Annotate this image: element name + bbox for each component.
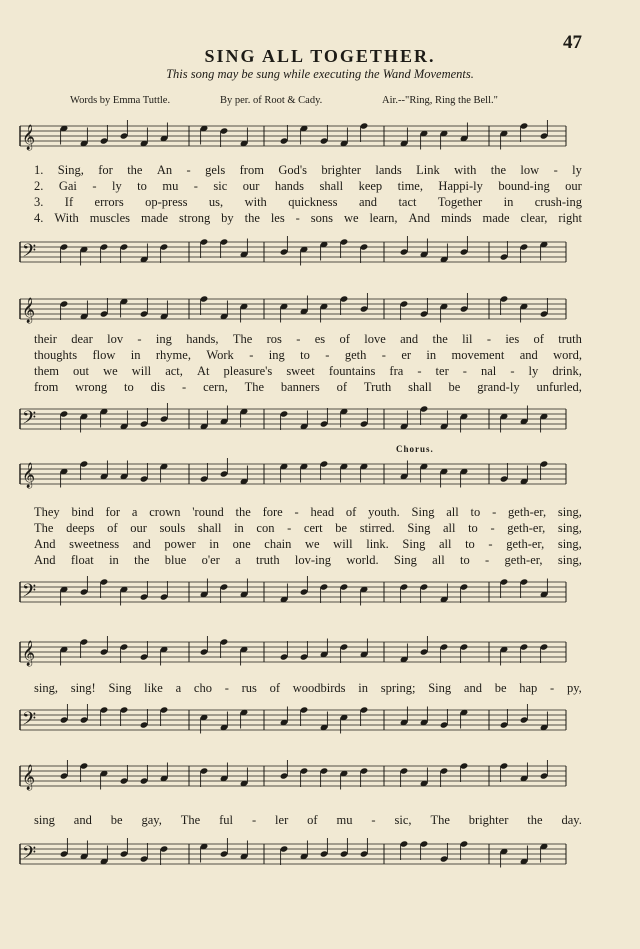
lyric-word: - bbox=[462, 364, 467, 378]
lyric-word: in bbox=[109, 553, 119, 567]
lyric-word: es bbox=[314, 332, 326, 346]
lyric-word: ly bbox=[111, 179, 122, 193]
lyric-word: - bbox=[371, 813, 376, 827]
lyric-word: be bbox=[494, 681, 507, 695]
lyric-word: sweet bbox=[286, 364, 315, 378]
lyric-word: with bbox=[244, 195, 267, 209]
lyric-word: nal bbox=[481, 364, 497, 378]
lyric-word: be bbox=[110, 813, 123, 827]
lyric-word: truth bbox=[558, 332, 582, 346]
lyric-word: we bbox=[304, 537, 320, 551]
lyric-word: - bbox=[485, 553, 490, 567]
lyric-word: - bbox=[137, 332, 142, 346]
lyric-word: to bbox=[465, 537, 475, 551]
lyric-word: - bbox=[490, 521, 495, 535]
lyric-word: day. bbox=[561, 813, 582, 827]
lyric-word: chain bbox=[264, 537, 292, 551]
lyric-word: and bbox=[73, 813, 92, 827]
lyric-word: ter bbox=[435, 364, 449, 378]
lyric-word: hands bbox=[274, 179, 305, 193]
music-system-2 bbox=[14, 285, 582, 445]
lyric-word: one bbox=[232, 537, 251, 551]
lyric-word: the bbox=[527, 813, 543, 827]
lyric-word: the bbox=[235, 505, 251, 519]
lyric-word: out bbox=[73, 364, 90, 378]
lyric-word: their bbox=[34, 332, 57, 346]
lyric-word: sing, bbox=[557, 553, 582, 567]
lyric-word: bind bbox=[71, 505, 94, 519]
lyric-word: the bbox=[244, 211, 260, 225]
lyric-word: fra bbox=[389, 364, 404, 378]
lyric-word: fountains bbox=[328, 364, 376, 378]
lyric-word: the bbox=[134, 553, 150, 567]
bass-clef-icon: 𝄢 bbox=[22, 241, 37, 266]
lyric-word: all bbox=[432, 553, 445, 567]
lyric-word: be bbox=[448, 380, 461, 394]
lyric-word: geth bbox=[344, 348, 367, 362]
lyric-word: to bbox=[300, 348, 310, 362]
lyric-word: er bbox=[401, 348, 412, 362]
lyric-word: our bbox=[242, 179, 260, 193]
words-credit: Words by Emma Tuttle. bbox=[70, 95, 171, 106]
lyric-word: a bbox=[175, 681, 182, 695]
bass-clef-icon: 𝄢 bbox=[22, 408, 37, 433]
lyric-word: sing bbox=[34, 813, 55, 827]
lyric-word: The bbox=[430, 813, 450, 827]
lyrics-verses bbox=[34, 812, 582, 828]
lyric-word: - bbox=[488, 537, 493, 551]
lyric-word: - bbox=[553, 163, 558, 177]
air-credit: Air.--"Ring, Ring the Bell." bbox=[382, 95, 498, 106]
lyric-word: cho bbox=[193, 681, 212, 695]
lyrics-verses bbox=[34, 162, 582, 226]
lyric-word: in bbox=[426, 348, 437, 362]
lyric-word: shall bbox=[319, 179, 344, 193]
lyric-line bbox=[34, 363, 582, 379]
lyric-word: The bbox=[34, 521, 54, 535]
lyric-word: rhyme, bbox=[155, 348, 191, 362]
lyric-word: lands bbox=[375, 163, 402, 177]
lyric-word: With bbox=[54, 211, 79, 225]
lyric-word: The bbox=[232, 332, 253, 346]
lyric-word: for bbox=[98, 163, 113, 177]
lyric-word: from bbox=[239, 163, 264, 177]
lyric-line bbox=[34, 680, 582, 696]
lyric-word: banners bbox=[280, 380, 320, 394]
lyric-line bbox=[34, 552, 582, 568]
lyric-word: to bbox=[459, 553, 470, 567]
lyric-line bbox=[34, 194, 582, 210]
lyric-word: in bbox=[358, 681, 369, 695]
lyric-word: in bbox=[130, 348, 141, 362]
treble-staff bbox=[14, 285, 566, 335]
lyrics-verses bbox=[34, 331, 582, 395]
lyric-word: tact bbox=[398, 195, 417, 209]
lyric-word: Sing bbox=[393, 553, 417, 567]
lyric-word: a bbox=[235, 553, 241, 567]
lyric-word: truth bbox=[255, 553, 280, 567]
music-system-1 bbox=[14, 112, 582, 280]
lyric-word: Sing bbox=[407, 521, 431, 535]
lyric-word: of bbox=[533, 332, 544, 346]
music-system-3 bbox=[14, 444, 582, 620]
lyric-word: 'round bbox=[192, 505, 224, 519]
lyric-word: - bbox=[287, 521, 292, 535]
lyric-word: our bbox=[565, 179, 582, 193]
lyric-word: all bbox=[446, 505, 459, 519]
lyric-word: ly bbox=[528, 364, 539, 378]
lyric-word: of bbox=[269, 681, 281, 695]
lyric-word: geth-er, bbox=[506, 537, 545, 551]
bass-clef-icon: 𝄢 bbox=[22, 581, 37, 606]
lyric-word: - bbox=[295, 211, 300, 225]
lyric-word: woodbirds bbox=[292, 681, 346, 695]
music-system-5 bbox=[14, 752, 582, 868]
lyric-word: be bbox=[335, 521, 348, 535]
lyric-word: At bbox=[196, 364, 210, 378]
lyric-word: les bbox=[270, 211, 285, 225]
lyric-word: like bbox=[144, 681, 163, 695]
lyric-word: ing bbox=[155, 332, 172, 346]
lyric-word: op-press bbox=[145, 195, 188, 209]
lyric-word: Sing, bbox=[57, 163, 84, 177]
lyric-word: word, bbox=[553, 348, 582, 362]
lyric-word: them bbox=[34, 364, 59, 378]
lyric-word: minds bbox=[440, 211, 472, 225]
lyric-word: the bbox=[127, 163, 143, 177]
lyric-word: hap bbox=[519, 681, 538, 695]
lyric-word: - bbox=[224, 681, 229, 695]
lyric-word: Link bbox=[416, 163, 440, 177]
treble-staff bbox=[14, 112, 566, 162]
lyric-word: in bbox=[209, 537, 220, 551]
bass-staff bbox=[14, 395, 566, 445]
lyric-word: Sing bbox=[108, 681, 132, 695]
treble-clef-icon: 𝄞 bbox=[22, 298, 36, 323]
lyric-word: geth-er, bbox=[504, 553, 543, 567]
lyric-word: Happi-ly bbox=[438, 179, 483, 193]
lyric-word: flow bbox=[92, 348, 116, 362]
bass-clef-icon: 𝄢 bbox=[22, 709, 37, 734]
lyric-word: sweetness bbox=[69, 537, 120, 551]
lyric-word: crush-ing bbox=[534, 195, 582, 209]
lyric-word: An bbox=[156, 163, 173, 177]
permission-credit: By per. of Root & Cady. bbox=[220, 95, 323, 106]
lyric-word: - bbox=[251, 813, 257, 827]
lyric-word: Sing bbox=[402, 537, 426, 551]
bass-clef-icon: 𝄢 bbox=[22, 843, 37, 868]
lyric-word: Work bbox=[206, 348, 234, 362]
lyric-word: and bbox=[463, 681, 482, 695]
lyric-word: to bbox=[468, 521, 478, 535]
lyric-word: The bbox=[180, 813, 201, 827]
lyric-word: con bbox=[256, 521, 275, 535]
lyric-word: the bbox=[490, 163, 507, 177]
lyric-word: mu bbox=[162, 179, 179, 193]
lyric-word: by bbox=[221, 211, 234, 225]
lyric-word: Sing bbox=[411, 505, 435, 519]
lyric-word: gels bbox=[205, 163, 226, 177]
lyric-word: brighter bbox=[321, 163, 361, 177]
chorus-label: Chorus. bbox=[396, 444, 434, 454]
lyric-word: 3. bbox=[34, 195, 44, 209]
lyric-word: time, bbox=[397, 179, 423, 193]
lyric-word: all bbox=[438, 537, 452, 551]
lyric-word: grand-ly bbox=[477, 380, 520, 394]
lyrics-verses bbox=[34, 504, 582, 568]
lyric-word: will bbox=[131, 364, 152, 378]
lyric-line bbox=[34, 331, 582, 347]
lyric-word: spring; bbox=[380, 681, 416, 695]
lyric-word: rus bbox=[241, 681, 257, 695]
lyric-word: act, bbox=[165, 364, 183, 378]
lyric-word: ing bbox=[268, 348, 285, 362]
lyric-word: and bbox=[358, 195, 378, 209]
lyric-word: and bbox=[519, 348, 538, 362]
lyric-word: cert bbox=[303, 521, 323, 535]
lyric-word: Truth bbox=[363, 380, 392, 394]
lyric-word: ly bbox=[572, 163, 582, 177]
lyric-word: deeps bbox=[66, 521, 95, 535]
lyric-word: shall bbox=[408, 380, 432, 394]
lyric-word: lov-ing bbox=[294, 553, 331, 567]
lyric-word: ler bbox=[275, 813, 289, 827]
lyric-word: mu bbox=[336, 813, 353, 827]
lyric-word: - bbox=[417, 364, 422, 378]
lyric-line bbox=[34, 347, 582, 363]
lyric-word: of bbox=[307, 813, 318, 827]
lyric-word: drink, bbox=[552, 364, 582, 378]
lyric-word: stirred. bbox=[359, 521, 395, 535]
lyric-word: ies bbox=[505, 332, 520, 346]
lyric-word: - bbox=[249, 348, 254, 362]
lyric-word: lov bbox=[107, 332, 124, 346]
lyric-word: Gai bbox=[58, 179, 77, 193]
lyric-word: to bbox=[137, 179, 147, 193]
lyric-word: cern, bbox=[203, 380, 228, 394]
lyric-word: - bbox=[92, 179, 97, 193]
lyric-word: And bbox=[34, 553, 56, 567]
lyric-word: in bbox=[234, 521, 244, 535]
lyric-word: dear bbox=[71, 332, 93, 346]
lyric-word: pleasure's bbox=[223, 364, 273, 378]
lyric-word: link. bbox=[366, 537, 389, 551]
page-number: 47 bbox=[563, 32, 582, 53]
lyric-word: crown bbox=[149, 505, 181, 519]
lyric-line bbox=[34, 162, 582, 178]
lyric-word: sic bbox=[213, 179, 228, 193]
lyric-word: shall bbox=[197, 521, 222, 535]
lyric-word: - bbox=[186, 163, 191, 177]
lyric-word: sing, bbox=[557, 537, 582, 551]
lyric-word: hands, bbox=[186, 332, 219, 346]
lyric-word: of bbox=[339, 332, 350, 346]
lyric-word: learn, bbox=[369, 211, 398, 225]
lyric-word: we bbox=[343, 211, 359, 225]
lyric-word: sing! bbox=[70, 681, 96, 695]
lyric-word: God's bbox=[278, 163, 307, 177]
lyric-line bbox=[34, 379, 582, 395]
lyric-word: Sing bbox=[428, 681, 452, 695]
lyric-word: love bbox=[364, 332, 386, 346]
lyric-word: and bbox=[132, 537, 151, 551]
lyric-word: - bbox=[550, 681, 555, 695]
lyric-word: in bbox=[503, 195, 514, 209]
lyric-word: dis bbox=[150, 380, 166, 394]
lyric-word: movement bbox=[451, 348, 505, 362]
lyric-word: They bbox=[34, 505, 60, 519]
lyric-word: clear, bbox=[520, 211, 548, 225]
lyric-line bbox=[34, 536, 582, 552]
lyric-word: from bbox=[34, 380, 59, 394]
treble-staff bbox=[14, 752, 566, 802]
treble-clef-icon: 𝄞 bbox=[22, 765, 36, 790]
treble-clef-icon: 𝄞 bbox=[22, 463, 36, 488]
treble-staff bbox=[14, 450, 566, 500]
lyric-word: will bbox=[333, 537, 353, 551]
lyric-word: quickness bbox=[288, 195, 338, 209]
lyric-word: float bbox=[70, 553, 94, 567]
lyric-word: wrong bbox=[75, 380, 108, 394]
treble-clef-icon: 𝄞 bbox=[22, 641, 36, 666]
music-system-4 bbox=[14, 628, 582, 744]
lyric-word: ros bbox=[266, 332, 282, 346]
lyric-word: - bbox=[486, 332, 491, 346]
lyric-word: muscles bbox=[89, 211, 131, 225]
lyrics-verses bbox=[34, 680, 582, 696]
lyric-word: sing, bbox=[557, 521, 582, 535]
treble-staff bbox=[14, 628, 566, 678]
lyric-word: And bbox=[34, 537, 56, 551]
lyric-word: the bbox=[432, 332, 448, 346]
lyric-word: thoughts bbox=[34, 348, 78, 362]
bass-staff bbox=[14, 228, 566, 278]
lyric-word: If bbox=[64, 195, 74, 209]
lyric-word: o'er bbox=[201, 553, 220, 567]
lyric-word: errors bbox=[94, 195, 124, 209]
lyric-word: sons bbox=[310, 211, 333, 225]
lyric-word: - bbox=[182, 380, 187, 394]
lyric-word: blue bbox=[164, 553, 187, 567]
lyric-word: And bbox=[408, 211, 431, 225]
lyric-word: all bbox=[442, 521, 456, 535]
treble-clef-icon: 𝄞 bbox=[22, 125, 36, 150]
lyric-word: The bbox=[244, 380, 264, 394]
lyric-word: for bbox=[105, 505, 121, 519]
lyric-word: keep bbox=[358, 179, 383, 193]
lyric-word: - bbox=[510, 364, 515, 378]
lyric-word: - bbox=[294, 505, 299, 519]
lyric-word: bound-ing bbox=[498, 179, 550, 193]
lyric-word: a bbox=[131, 505, 138, 519]
lyric-line bbox=[34, 210, 582, 226]
lyric-word: 2. bbox=[34, 179, 44, 193]
bass-staff bbox=[14, 696, 566, 746]
lyric-word: our bbox=[130, 521, 147, 535]
lyric-word: and bbox=[400, 332, 419, 346]
lyric-word: sic, bbox=[394, 813, 412, 827]
lyric-word: we bbox=[103, 364, 118, 378]
bass-staff bbox=[14, 830, 566, 880]
lyric-line bbox=[34, 504, 582, 520]
lyric-word: to bbox=[123, 380, 134, 394]
lyric-word: of bbox=[345, 505, 357, 519]
lyric-word: Together bbox=[437, 195, 483, 209]
lyric-word: - bbox=[193, 179, 198, 193]
lyric-word: brighter bbox=[468, 813, 509, 827]
lyric-word: - bbox=[296, 332, 301, 346]
lyric-word: of bbox=[336, 380, 348, 394]
lyric-word: power bbox=[164, 537, 196, 551]
lyric-word: ful bbox=[219, 813, 234, 827]
lyric-word: head bbox=[310, 505, 335, 519]
lyric-word: us, bbox=[208, 195, 224, 209]
lyric-word: souls bbox=[159, 521, 186, 535]
lyric-word: - bbox=[325, 348, 330, 362]
bass-staff bbox=[14, 568, 566, 618]
lyric-word: made bbox=[482, 211, 510, 225]
lyric-word: 4. bbox=[34, 211, 44, 225]
lyric-word: geth-er, bbox=[508, 505, 547, 519]
lyric-word: made bbox=[140, 211, 169, 225]
lyric-word: py, bbox=[566, 681, 582, 695]
lyric-word: 1. bbox=[34, 163, 44, 177]
lyric-word: fore bbox=[262, 505, 283, 519]
lyric-line bbox=[34, 812, 582, 828]
lyric-word: lil bbox=[462, 332, 473, 346]
lyric-word: gay, bbox=[141, 813, 162, 827]
lyric-line bbox=[34, 520, 582, 536]
lyric-word: geth-er, bbox=[507, 521, 546, 535]
lyric-word: with bbox=[454, 163, 477, 177]
lyric-word: sing, bbox=[34, 681, 58, 695]
song-title: SING ALL TOGETHER. bbox=[204, 46, 436, 66]
lyric-word: youth. bbox=[368, 505, 400, 519]
lyric-word: to bbox=[470, 505, 481, 519]
song-subtitle: This song may be sung while executing the Wand Movements. bbox=[166, 67, 474, 81]
lyric-word: of bbox=[107, 521, 118, 535]
lyric-word: sing, bbox=[557, 505, 582, 519]
lyric-word: strong bbox=[178, 211, 211, 225]
lyric-word: low bbox=[520, 163, 540, 177]
lyric-word: - bbox=[381, 348, 386, 362]
lyric-word: unfurled, bbox=[536, 380, 582, 394]
lyric-word: world. bbox=[346, 553, 379, 567]
lyric-line bbox=[34, 178, 582, 194]
lyric-word: right bbox=[558, 211, 582, 225]
lyric-word: - bbox=[492, 505, 497, 519]
